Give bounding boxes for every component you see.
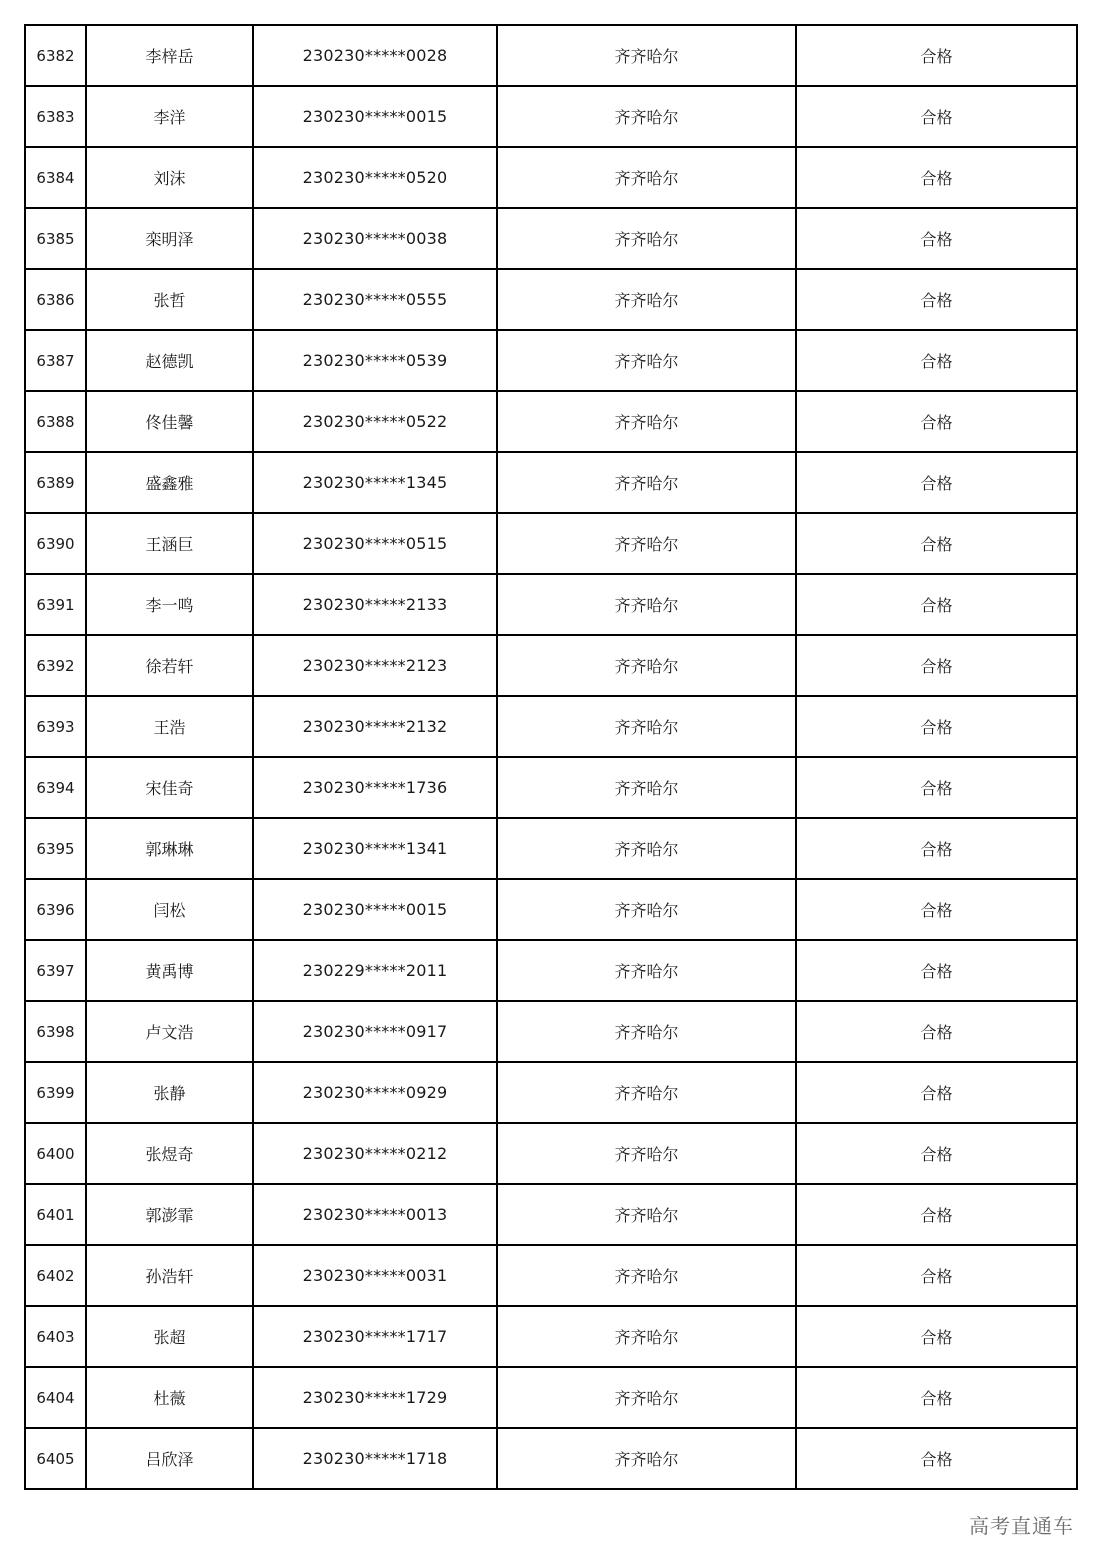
cell-id-number: 230230*****2133 [253, 574, 497, 635]
cell-city: 齐齐哈尔 [497, 940, 796, 1001]
cell-name: 郭澎霏 [86, 1184, 253, 1245]
cell-id-number: 230230*****0015 [253, 879, 497, 940]
cell-id-number: 230230*****0038 [253, 208, 497, 269]
cell-number: 6394 [25, 757, 86, 818]
cell-status: 合格 [796, 208, 1077, 269]
cell-id-number: 230230*****1345 [253, 452, 497, 513]
cell-status: 合格 [796, 1428, 1077, 1489]
cell-name: 吕欣泽 [86, 1428, 253, 1489]
cell-name: 盛鑫雅 [86, 452, 253, 513]
cell-city: 齐齐哈尔 [497, 86, 796, 147]
cell-city: 齐齐哈尔 [497, 574, 796, 635]
cell-number: 6388 [25, 391, 86, 452]
cell-city: 齐齐哈尔 [497, 513, 796, 574]
watermark-text: 高考直通车 [969, 1514, 1074, 1538]
cell-status: 合格 [796, 635, 1077, 696]
table-row [25, 25, 1077, 86]
cell-number: 6382 [25, 25, 86, 86]
table-row [25, 1123, 1077, 1184]
cell-name: 宋佳奇 [86, 757, 253, 818]
cell-id-number: 230230*****0028 [253, 25, 497, 86]
cell-city: 齐齐哈尔 [497, 1123, 796, 1184]
table-row [25, 452, 1077, 513]
cell-status: 合格 [796, 86, 1077, 147]
cell-name: 闫松 [86, 879, 253, 940]
cell-name: 张哲 [86, 269, 253, 330]
cell-id-number: 230229*****2011 [253, 940, 497, 1001]
table-row [25, 940, 1077, 1001]
cell-number: 6385 [25, 208, 86, 269]
table-row [25, 1245, 1077, 1306]
cell-city: 齐齐哈尔 [497, 1001, 796, 1062]
cell-name: 赵德凯 [86, 330, 253, 391]
cell-id-number: 230230*****0031 [253, 1245, 497, 1306]
table-row [25, 696, 1077, 757]
cell-id-number: 230230*****0539 [253, 330, 497, 391]
cell-id-number: 230230*****0013 [253, 1184, 497, 1245]
cell-status: 合格 [796, 452, 1077, 513]
cell-name: 王浩 [86, 696, 253, 757]
cell-name: 黄禹博 [86, 940, 253, 1001]
cell-id-number: 230230*****1736 [253, 757, 497, 818]
cell-number: 6387 [25, 330, 86, 391]
cell-status: 合格 [796, 1306, 1077, 1367]
cell-number: 6404 [25, 1367, 86, 1428]
cell-number: 6383 [25, 86, 86, 147]
cell-name: 佟佳馨 [86, 391, 253, 452]
cell-id-number: 230230*****1729 [253, 1367, 497, 1428]
cell-id-number: 230230*****0555 [253, 269, 497, 330]
cell-status: 合格 [796, 330, 1077, 391]
cell-number: 6400 [25, 1123, 86, 1184]
cell-status: 合格 [796, 1367, 1077, 1428]
cell-city: 齐齐哈尔 [497, 208, 796, 269]
cell-city: 齐齐哈尔 [497, 879, 796, 940]
cell-number: 6395 [25, 818, 86, 879]
cell-id-number: 230230*****0929 [253, 1062, 497, 1123]
cell-id-number: 230230*****0520 [253, 147, 497, 208]
cell-number: 6397 [25, 940, 86, 1001]
cell-number: 6403 [25, 1306, 86, 1367]
cell-city: 齐齐哈尔 [497, 1428, 796, 1489]
table-row [25, 879, 1077, 940]
cell-city: 齐齐哈尔 [497, 147, 796, 208]
cell-name: 张超 [86, 1306, 253, 1367]
cell-id-number: 230230*****0212 [253, 1123, 497, 1184]
cell-city: 齐齐哈尔 [497, 1367, 796, 1428]
cell-name: 李洋 [86, 86, 253, 147]
cell-status: 合格 [796, 940, 1077, 1001]
cell-status: 合格 [796, 1001, 1077, 1062]
cell-id-number: 230230*****1718 [253, 1428, 497, 1489]
cell-status: 合格 [796, 25, 1077, 86]
cell-id-number: 230230*****0917 [253, 1001, 497, 1062]
cell-name: 徐若轩 [86, 635, 253, 696]
cell-number: 6405 [25, 1428, 86, 1489]
cell-city: 齐齐哈尔 [497, 25, 796, 86]
table-row [25, 86, 1077, 147]
cell-number: 6399 [25, 1062, 86, 1123]
cell-city: 齐齐哈尔 [497, 452, 796, 513]
cell-status: 合格 [796, 574, 1077, 635]
table-row [25, 208, 1077, 269]
cell-number: 6401 [25, 1184, 86, 1245]
cell-number: 6391 [25, 574, 86, 635]
table-row [25, 391, 1077, 452]
cell-number: 6393 [25, 696, 86, 757]
cell-id-number: 230230*****2123 [253, 635, 497, 696]
cell-status: 合格 [796, 879, 1077, 940]
table-row [25, 757, 1077, 818]
cell-number: 6389 [25, 452, 86, 513]
cell-status: 合格 [796, 1245, 1077, 1306]
cell-number: 6390 [25, 513, 86, 574]
cell-number: 6396 [25, 879, 86, 940]
cell-city: 齐齐哈尔 [497, 757, 796, 818]
table-row [25, 818, 1077, 879]
cell-name: 郭琳琳 [86, 818, 253, 879]
table-row [25, 1367, 1077, 1428]
cell-status: 合格 [796, 1062, 1077, 1123]
cell-name: 张煜奇 [86, 1123, 253, 1184]
cell-id-number: 230230*****0015 [253, 86, 497, 147]
cell-name: 李梓岳 [86, 25, 253, 86]
cell-name: 栾明泽 [86, 208, 253, 269]
cell-name: 刘沫 [86, 147, 253, 208]
table-row [25, 1184, 1077, 1245]
cell-name: 杜薇 [86, 1367, 253, 1428]
cell-number: 6384 [25, 147, 86, 208]
cell-city: 齐齐哈尔 [497, 269, 796, 330]
table-row [25, 513, 1077, 574]
table-row [25, 635, 1077, 696]
results-table [24, 24, 1078, 1490]
cell-number: 6402 [25, 1245, 86, 1306]
cell-city: 齐齐哈尔 [497, 1245, 796, 1306]
cell-city: 齐齐哈尔 [497, 1062, 796, 1123]
cell-id-number: 230230*****1341 [253, 818, 497, 879]
table-row [25, 1001, 1077, 1062]
table-row [25, 1428, 1077, 1489]
table-row [25, 1306, 1077, 1367]
table-body [25, 25, 1077, 1489]
cell-status: 合格 [796, 147, 1077, 208]
cell-city: 齐齐哈尔 [497, 1306, 796, 1367]
cell-status: 合格 [796, 269, 1077, 330]
cell-status: 合格 [796, 696, 1077, 757]
cell-city: 齐齐哈尔 [497, 696, 796, 757]
cell-name: 卢文浩 [86, 1001, 253, 1062]
cell-city: 齐齐哈尔 [497, 330, 796, 391]
cell-status: 合格 [796, 1184, 1077, 1245]
table-row [25, 269, 1077, 330]
cell-number: 6398 [25, 1001, 86, 1062]
cell-id-number: 230230*****1717 [253, 1306, 497, 1367]
table-row [25, 147, 1077, 208]
cell-number: 6392 [25, 635, 86, 696]
cell-status: 合格 [796, 1123, 1077, 1184]
cell-name: 李一鸣 [86, 574, 253, 635]
cell-city: 齐齐哈尔 [497, 818, 796, 879]
cell-city: 齐齐哈尔 [497, 1184, 796, 1245]
cell-status: 合格 [796, 757, 1077, 818]
table-row [25, 574, 1077, 635]
cell-name: 张静 [86, 1062, 253, 1123]
cell-name: 王涵巨 [86, 513, 253, 574]
cell-number: 6386 [25, 269, 86, 330]
cell-city: 齐齐哈尔 [497, 391, 796, 452]
cell-status: 合格 [796, 513, 1077, 574]
table-row [25, 1062, 1077, 1123]
cell-id-number: 230230*****0515 [253, 513, 497, 574]
table-row [25, 330, 1077, 391]
cell-status: 合格 [796, 818, 1077, 879]
cell-name: 孙浩轩 [86, 1245, 253, 1306]
cell-status: 合格 [796, 391, 1077, 452]
cell-id-number: 230230*****0522 [253, 391, 497, 452]
cell-city: 齐齐哈尔 [497, 635, 796, 696]
cell-id-number: 230230*****2132 [253, 696, 497, 757]
